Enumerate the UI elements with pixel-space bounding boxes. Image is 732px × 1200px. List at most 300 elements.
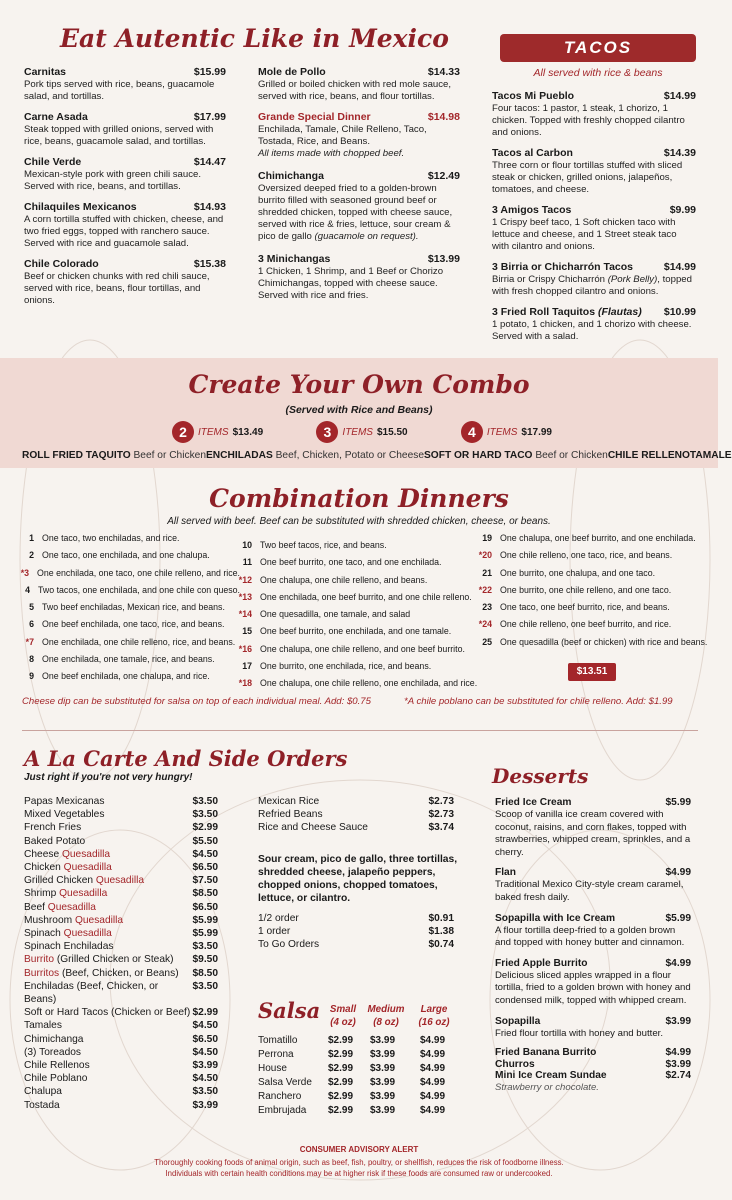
alacarte-price: $3.99 xyxy=(192,1099,218,1111)
item-desc: Grilled or boiled chicken with red mole sauce, served with rice, beans, and flour tortillas. xyxy=(258,79,452,102)
menu-item-mole xyxy=(258,66,460,103)
dinner-number: *12 xyxy=(238,574,252,585)
combo-option-price: $15.50 xyxy=(376,426,408,438)
dinner-row xyxy=(20,634,240,651)
alacarte-name-b: Quesadilla xyxy=(95,875,145,887)
alacarte-name xyxy=(24,887,107,900)
salsa-large-price: $4.99 xyxy=(420,1077,446,1088)
item-desc: 1 Crispy beef taco, 1 Soft chicken taco with lettuce and cheese, and 1 Street steak taco with cilantro and onions. xyxy=(492,217,677,252)
desserts-list xyxy=(495,796,691,1101)
alacarte-price: $9.50 xyxy=(192,954,218,966)
advisory-line-1: Thoroughly cooking foods of animal origin, such as beef, fish, poultry, or shellfish, reduces the risk of foodborne illness. xyxy=(154,1158,564,1167)
alacarte-row xyxy=(24,967,218,980)
alacarte-name-a: Baked Potato xyxy=(24,835,86,847)
item-name-wrap xyxy=(492,147,573,160)
dinner-row xyxy=(20,668,240,685)
dessert-price: $4.99 xyxy=(665,1047,691,1059)
combo-choice-name: SOFT OR HARD TACO xyxy=(424,450,533,461)
item-desc: Three corn or flour tortillas stuffed with sliced steak or chicken, grilled onions, jalapeños, tomatoes, and cheese. xyxy=(492,160,683,195)
dessert-name: Sopapilla xyxy=(495,1015,541,1027)
alacarte-price: $4.50 xyxy=(192,1046,218,1058)
dinner-row xyxy=(20,547,240,564)
alacarte-name xyxy=(24,1059,90,1072)
item-desc-wrap xyxy=(492,274,696,298)
dinners-subtitle: All served with beef. Beef can be substituted with shredded chicken, cheese, or beans. xyxy=(167,516,551,527)
dinner-number: 11 xyxy=(242,557,252,568)
alacarte-name xyxy=(24,874,144,887)
menu-item xyxy=(24,111,226,148)
alacarte-price: $5.99 xyxy=(192,914,218,926)
dessert-header xyxy=(495,957,691,970)
dinner-row xyxy=(478,547,708,564)
salsa-name: Perrona xyxy=(258,1049,294,1060)
salsa-size xyxy=(414,1003,454,1029)
dinner-desc: One enchilada, one taco, one chile relleno, and rice. xyxy=(37,567,240,578)
item-note: (guacamole on request). xyxy=(314,231,419,242)
dessert-price: $5.99 xyxy=(665,797,691,808)
alacarte-price: $6.50 xyxy=(192,901,218,913)
dinner-desc: One taco, one beef burrito, rice, and beans. xyxy=(500,602,670,613)
alacarte-name-a: Mixed Vegetables xyxy=(24,809,105,821)
salsa-name: Ranchero xyxy=(258,1091,302,1102)
combo-option[interactable] xyxy=(461,421,552,443)
dinner-row xyxy=(20,599,240,616)
item-name: Chimichanga xyxy=(258,170,324,182)
item-price: $14.99 xyxy=(663,261,696,273)
advisory-line-2: Individuals with certain health conditions may be at higher risk if these foods are consumed raw or undercooked. xyxy=(165,1169,553,1178)
alacarte-name xyxy=(24,861,112,874)
dinner-desc: One taco, one enchilada, and one chalupa. xyxy=(42,550,210,561)
side-row xyxy=(258,938,454,951)
dinners-note-2: *A chile poblano can be substituted for chile relleno. Add: $1.99 xyxy=(404,696,673,707)
combo-option[interactable] xyxy=(316,421,407,443)
salsa-small-price: $2.99 xyxy=(328,1049,354,1060)
salsa-title: Salsa xyxy=(258,998,321,1023)
dinner-desc: One chalupa, one chile relleno, and beans. xyxy=(260,574,428,585)
alacarte-name-a: Chile Rellenos xyxy=(24,1060,90,1072)
salsa-size xyxy=(328,1003,358,1029)
side-name: Rice and Cheese Sauce xyxy=(258,822,368,834)
combo-choice xyxy=(424,450,608,461)
dinner-row xyxy=(238,554,478,571)
menu-item-chimichanga xyxy=(258,170,460,243)
dinner-desc: One quesadilla, one tamale, and salad xyxy=(260,609,411,620)
dinner-row xyxy=(478,634,708,651)
salsa-large-price: $4.99 xyxy=(420,1105,446,1116)
dessert-header xyxy=(495,866,691,879)
side-price: $0.74 xyxy=(428,939,454,951)
dessert-name: Sopapilla with Ice Cream xyxy=(495,912,616,924)
dessert-price: $3.99 xyxy=(665,1015,691,1027)
alacarte-name xyxy=(24,835,85,848)
taco-item xyxy=(492,306,696,343)
dessert-header xyxy=(495,912,691,925)
dinner-desc: One enchilada, one beef burrito, and one chile relleno. xyxy=(260,591,472,602)
item-name-note: (Flautas) xyxy=(597,306,642,318)
alacarte-name-a: Grilled Chicken xyxy=(24,875,96,887)
alacarte-row xyxy=(24,1099,218,1112)
alacarte-row xyxy=(24,940,218,953)
alacarte-name-a: Cheese xyxy=(24,848,62,860)
dinner-desc: One beef burrito, one taco, and one enchilada. xyxy=(260,557,442,568)
dinner-row xyxy=(20,616,240,633)
alacarte-name xyxy=(24,821,81,834)
combo-choice xyxy=(608,450,690,461)
alacarte-price: $3.50 xyxy=(192,809,218,821)
combo-choice-name: ROLL FRIED TAQUITO xyxy=(22,450,131,461)
side-name: Mexican Rice xyxy=(258,796,320,807)
dinner-number: 1 xyxy=(29,533,34,543)
item-desc-wrap xyxy=(492,160,696,196)
alacarte-name-a: Tostada xyxy=(24,1099,60,1111)
side-row xyxy=(258,912,454,925)
alacarte-price: $5.99 xyxy=(192,928,218,940)
item-header xyxy=(492,261,696,274)
side-name: 1/2 order xyxy=(258,913,299,924)
combo-count-circle: 3 xyxy=(316,421,338,443)
combo-option-label: ITEMS xyxy=(198,426,229,438)
item-desc: Mexican-style pork with green chili sauce. Served with rice, beans, and tortillas. xyxy=(24,169,202,192)
combo-option[interactable] xyxy=(172,421,263,443)
side-price: $2.73 xyxy=(428,809,454,821)
alacarte-price: $8.50 xyxy=(192,888,218,900)
salsa-small-price: $2.99 xyxy=(328,1091,354,1102)
dinner-number: 19 xyxy=(482,533,492,543)
alacarte-name xyxy=(24,1085,62,1098)
alacarte-name xyxy=(24,953,173,966)
item-price: $14.98 xyxy=(427,111,460,123)
menu-item xyxy=(24,201,226,250)
dessert-name: Churros xyxy=(495,1058,535,1070)
alacarte-row xyxy=(24,953,218,966)
combo-option-price: $13.49 xyxy=(232,426,264,438)
salsa-name: House xyxy=(258,1063,287,1074)
item-header xyxy=(492,90,696,103)
item-name-wrap xyxy=(492,306,642,319)
side-name: Refried Beans xyxy=(258,809,323,821)
alacarte-name-a: Chalupa xyxy=(24,1086,62,1098)
dinner-row xyxy=(238,572,478,589)
dessert-tail-note: Strawberry or chocolate. xyxy=(495,1081,599,1093)
combo-choice xyxy=(22,450,206,461)
dinner-number: *24 xyxy=(478,619,492,630)
dessert-desc: Delicious sliced apples wrapped in a flour tortilla, fried to a golden brown with honey and condensed milk, topped with whipped cream. xyxy=(495,969,691,1006)
item-price: $13.99 xyxy=(427,253,460,265)
alacarte-name-c: (Grilled Chicken or Steak) xyxy=(54,954,174,966)
alacarte-name-b: Quesadilla xyxy=(63,862,112,874)
item-price: $14.93 xyxy=(193,201,226,213)
item-desc: Oversized deeped fried to a golden-brown burrito filled with seasoned ground beef or shredded chicken, topped with cheese sauce, served with rice & fries, lettuce, sour cream & pico de gallo xyxy=(258,183,453,242)
alacarte-row xyxy=(24,1006,218,1019)
salsa-size xyxy=(366,1003,406,1029)
dinners-note-1: Cheese dip can be substituted for salsa on top of each individual meal. Add: $0.75 xyxy=(22,696,371,707)
dessert-name: Fried Banana Burrito xyxy=(495,1047,597,1059)
dessert-desc: Traditional Mexico City-style cream caramel, baked fresh daily. xyxy=(495,879,684,903)
dinners-col-1 xyxy=(20,530,240,686)
dinner-number: 15 xyxy=(242,626,252,637)
combo-choice-name: CHILE RELLENO xyxy=(607,450,690,461)
alacarte-row xyxy=(24,1033,218,1046)
dinner-desc: Two beef tacos, rice, and beans. xyxy=(260,540,387,550)
alacarte-name xyxy=(24,927,112,940)
alacarte-row xyxy=(24,861,218,874)
dinner-desc: One chalupa, one chile relleno, one enchilada, and rice. xyxy=(260,678,478,689)
alacarte-title: A La Carte And Side Orders xyxy=(24,746,348,771)
menu-item-minichangas xyxy=(258,253,460,302)
dinner-desc: One beef enchilada, one taco, rice, and beans. xyxy=(42,619,225,630)
item-price: $10.99 xyxy=(663,306,696,318)
alacarte-name xyxy=(24,1033,83,1046)
tacos-column xyxy=(492,90,696,351)
salsa-name: Embrujada xyxy=(258,1105,307,1116)
dinner-row xyxy=(238,606,478,623)
alacarte-row xyxy=(24,821,218,834)
alacarte-name-a: Enchiladas (Beef, Chicken, or Beans) xyxy=(24,980,159,1006)
combo-choices xyxy=(22,450,732,461)
item-name: Carne Asada xyxy=(24,111,88,123)
alacarte-name xyxy=(24,1006,190,1019)
menu-item xyxy=(24,258,226,307)
dinner-row xyxy=(238,641,478,658)
alacarte-row xyxy=(24,914,218,927)
item-header xyxy=(24,111,226,124)
alacarte-price: $2.99 xyxy=(192,822,218,834)
dinners-price-badge: $13.51 xyxy=(568,663,616,681)
item-desc-wrap xyxy=(492,319,696,343)
dinner-number: *7 xyxy=(25,636,34,647)
item-price: $15.99 xyxy=(193,66,226,78)
salsa-size-name: Medium xyxy=(367,1004,405,1015)
alacarte-row xyxy=(24,1072,218,1085)
alacarte-name-b: Burritos xyxy=(24,967,60,979)
side-row xyxy=(258,821,454,834)
specialties-column-2 xyxy=(258,66,460,310)
dinner-row xyxy=(478,530,708,547)
item-price: $12.49 xyxy=(427,170,460,182)
combo-count-circle: 2 xyxy=(172,421,194,443)
dinner-number: *22 xyxy=(478,584,492,595)
salsa-medium-price: $3.99 xyxy=(370,1091,396,1102)
alacarte-name-a: Chimichanga xyxy=(24,1033,84,1045)
alacarte-price: $4.50 xyxy=(192,1073,218,1085)
item-desc: 1 potato, 1 chicken, and 1 chorizo with cheese. Served with a salad. xyxy=(492,319,692,342)
dinner-desc: One quesadilla (beef or chicken) with rice and beans. xyxy=(500,636,708,647)
alacarte-row xyxy=(24,848,218,861)
dinner-desc: Two beef enchiladas, Mexican rice, and beans. xyxy=(42,602,225,613)
alacarte-name xyxy=(24,1099,60,1112)
alacarte-row xyxy=(24,901,218,914)
alacarte-name-a: Spinach xyxy=(24,928,64,940)
tacos-subtitle: All served with rice & beans xyxy=(533,67,663,79)
item-desc: Beef or chicken chunks with red chili sauce, served with rice, beans, flour tortillas, and onions. xyxy=(24,271,210,306)
alacarte-row xyxy=(24,835,218,848)
dinner-row xyxy=(20,530,240,547)
dinner-row xyxy=(478,599,708,616)
item-desc: A corn tortilla stuffed with chicken, cheese, and two fried eggs, topped with ranchero sauce. Served with rice and guacamole salad. xyxy=(24,214,224,249)
alacarte-name-a: Papas Mexicanas xyxy=(24,796,105,807)
alacarte-row xyxy=(24,1046,218,1059)
alacarte-price: $3.50 xyxy=(192,941,218,953)
dinner-row xyxy=(20,565,240,582)
alacarte-name-a: Chicken xyxy=(24,862,64,874)
side-price: $0.91 xyxy=(428,913,454,924)
dinner-desc: One chile relleno, one beef burrito, and rice. xyxy=(500,619,672,630)
dessert-desc: Scoop of vanilla ice cream covered with coconut, raisins, and corn flakes, topped with strawberries, whipped cream, sprinkles, and a cherry. xyxy=(495,809,691,858)
salsa-name: Salsa Verde xyxy=(258,1077,312,1088)
dinner-number: 23 xyxy=(482,602,492,613)
salsa-medium-price: $3.99 xyxy=(370,1063,396,1074)
combo-choice-name: ENCHILADAS xyxy=(206,450,273,461)
item-name-wrap xyxy=(492,90,574,103)
advisory-title: CONSUMER ADVISORY ALERT xyxy=(299,1145,419,1154)
dinner-desc: One burrito, one enchilada, rice, and beans. xyxy=(260,661,432,672)
dessert-header xyxy=(495,1070,691,1082)
alacarte-name-a: (3) Toreados xyxy=(24,1046,82,1058)
dessert-desc: A flour tortilla deep-fried to a golden brown and topped with honey butter and cinnamon. xyxy=(495,924,685,949)
salsa-sizes xyxy=(328,1003,454,1029)
alacarte-subtitle: Just right if you're not very hungry! xyxy=(24,772,193,783)
item-price: $17.99 xyxy=(193,111,226,123)
dessert-price: $4.99 xyxy=(665,957,691,969)
salsa-table xyxy=(258,1034,454,1118)
dinner-number: 5 xyxy=(29,602,34,613)
alacarte-name-a: Soft or Hard Tacos (Chicken or Beef) xyxy=(24,1007,191,1019)
combo-options xyxy=(172,421,552,443)
combo-choice-sub: Beef or Chicken xyxy=(133,450,206,461)
item-desc: Four tacos: 1 pastor, 1 steak, 1 chorizo, 1 chicken. Topped with freshly chopped cilantro and onions. xyxy=(492,103,685,138)
dinner-number: *13 xyxy=(238,591,252,602)
salsa-small-price: $2.99 xyxy=(328,1063,354,1074)
item-name: Tacos al Carbon xyxy=(492,147,573,159)
alacarte-price: $7.50 xyxy=(192,875,218,887)
alacarte-name xyxy=(24,848,110,861)
combo-option-label: ITEMS xyxy=(486,426,518,438)
alacarte-price: $2.99 xyxy=(192,1007,218,1019)
dinner-row xyxy=(478,565,708,582)
salsa-small-price: $2.99 xyxy=(328,1035,354,1046)
dinner-desc: One taco, two enchiladas, and rice. xyxy=(42,533,180,543)
dinner-row xyxy=(478,616,708,633)
item-desc-note: (Pork Belly) xyxy=(607,274,658,285)
item-name: Chile Verde xyxy=(24,156,82,168)
alacarte-name xyxy=(24,1072,87,1085)
dinner-number: 25 xyxy=(482,636,492,647)
specialties-column-1 xyxy=(24,66,226,315)
menu-item xyxy=(24,66,226,103)
section-divider xyxy=(22,730,698,731)
item-price: $14.39 xyxy=(663,147,696,159)
salsa-name: Tomatillo xyxy=(258,1035,298,1046)
item-desc-tail: , topped with fresh chopped cilantro and onions. xyxy=(492,274,692,297)
item-name-wrap xyxy=(492,204,571,217)
alacarte-row xyxy=(24,1019,218,1032)
dessert-price: $3.99 xyxy=(665,1058,691,1070)
alacarte-name-a: Mushroom xyxy=(24,914,75,926)
dinner-number: 6 xyxy=(29,619,34,630)
alacarte-name xyxy=(24,1019,62,1032)
salsa-large-price: $4.99 xyxy=(420,1035,446,1046)
salsa-size-name: Large xyxy=(420,1004,448,1015)
combo-option-price: $17.99 xyxy=(521,426,552,438)
dinner-number: *16 xyxy=(238,643,252,654)
taco-item xyxy=(492,90,696,139)
item-header xyxy=(24,201,226,214)
alacarte-row xyxy=(24,1085,218,1098)
alacarte-row xyxy=(24,795,218,808)
alacarte-name-a: Spinach Enchiladas xyxy=(24,941,114,953)
alacarte-list xyxy=(24,795,218,1112)
alacarte-name-c: (Beef, Chicken, or Beans) xyxy=(59,967,179,979)
alacarte-name xyxy=(24,940,113,953)
dessert-price: $4.99 xyxy=(665,867,691,879)
item-name: Grande Special Dinner xyxy=(258,111,371,123)
alacarte-name xyxy=(24,1046,81,1059)
item-name: Chile Colorado xyxy=(24,258,99,270)
salsa-medium-price: $3.99 xyxy=(370,1049,396,1060)
dinner-desc: One enchilada, one tamale, rice, and beans. xyxy=(42,654,215,665)
taco-item xyxy=(492,261,696,298)
dinner-desc: One burrito, one chile relleno, and one taco. xyxy=(500,584,672,595)
alacarte-name xyxy=(24,914,123,927)
side-row xyxy=(258,795,454,808)
alacarte-row xyxy=(24,1059,218,1072)
item-name: Carnitas xyxy=(24,66,67,78)
dinner-desc: One enchilada, one chile relleno, rice, and beans. xyxy=(42,636,236,647)
side-row xyxy=(258,925,454,938)
alacarte-name-a: Tamales xyxy=(24,1020,62,1032)
dinners-title: Combination Dinners xyxy=(209,484,509,513)
alacarte-price: $8.50 xyxy=(192,967,218,979)
side-price: $2.73 xyxy=(428,796,454,807)
combo-count-circle: 4 xyxy=(461,421,483,443)
alacarte-price: $4.50 xyxy=(192,848,218,860)
dessert-name: Mini Ice Cream Sundae xyxy=(495,1070,607,1082)
dessert-name: Flan xyxy=(495,867,516,879)
desserts-title: Desserts xyxy=(492,764,589,788)
alacarte-name xyxy=(24,980,193,1006)
dinner-number: *14 xyxy=(238,609,252,620)
dinner-row xyxy=(478,582,708,599)
alacarte-name-a: Beef xyxy=(24,901,48,913)
alacarte-price: $3.50 xyxy=(192,1086,218,1098)
alacarte-row xyxy=(24,887,218,900)
alacarte-price: $5.50 xyxy=(192,835,218,847)
dinner-desc: One chalupa, one chile relleno, and one beef burrito. xyxy=(260,643,465,654)
alacarte-price: $4.50 xyxy=(192,1020,218,1032)
alacarte-name-a: Shrimp xyxy=(24,888,60,900)
dinner-row xyxy=(238,589,478,606)
salsa-large-price: $4.99 xyxy=(420,1049,446,1060)
dessert-price: $5.99 xyxy=(665,912,691,924)
page-title: Eat Autentic Like in Mexico xyxy=(60,24,449,53)
alacarte-name xyxy=(24,795,104,808)
alacarte-price: $3.99 xyxy=(192,1060,218,1072)
dinner-number: 2 xyxy=(29,550,34,561)
item-header xyxy=(492,306,696,319)
salsa-small-price: $2.99 xyxy=(328,1105,354,1116)
item-price: $14.47 xyxy=(193,156,226,168)
dinner-desc: One chalupa, one beef burrito, and one enchilada. xyxy=(500,533,696,543)
item-desc-wrap xyxy=(492,217,696,253)
item-name: 3 Amigos Tacos xyxy=(492,204,572,216)
salsa-size-oz: (8 oz) xyxy=(373,1017,399,1028)
item-desc: Steak topped with grilled onions, served with rice, beans, guacamole salad, and tortillas. xyxy=(24,124,214,147)
combo-choice xyxy=(206,450,424,461)
alacarte-name xyxy=(24,901,96,914)
dinner-number: 9 xyxy=(29,671,34,682)
alacarte-name-a: French Fries xyxy=(24,822,82,834)
salsa-large-price: $4.99 xyxy=(420,1063,446,1074)
